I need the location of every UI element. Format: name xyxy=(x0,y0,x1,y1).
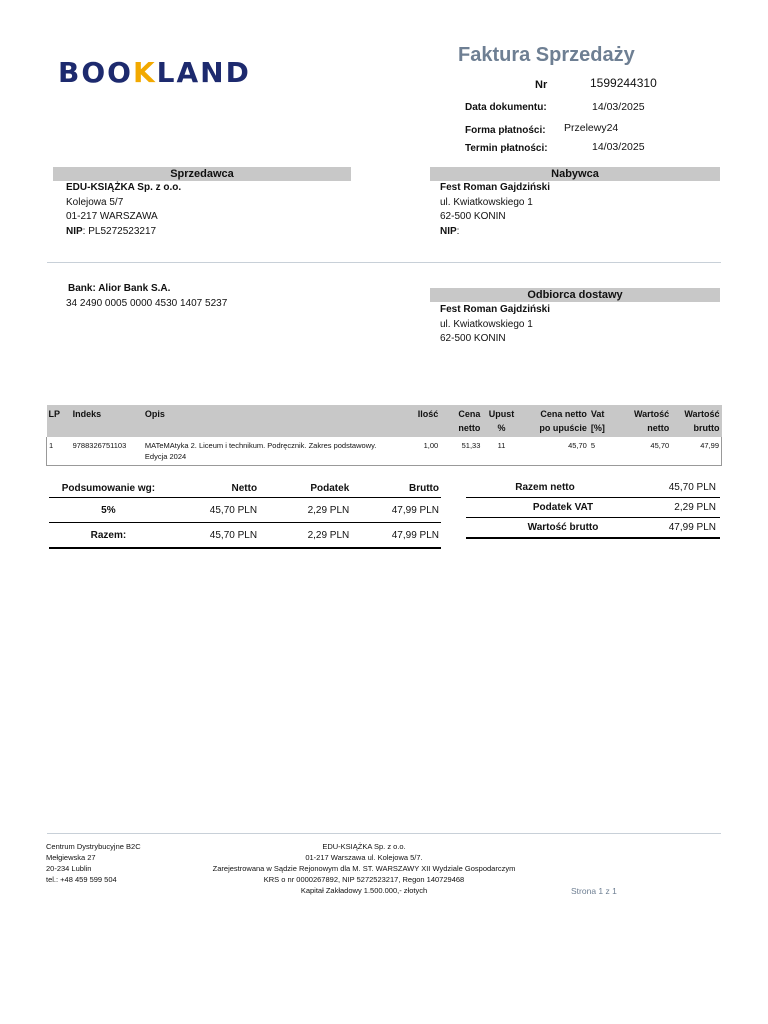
table-row xyxy=(47,437,722,466)
bookland-logo xyxy=(58,56,251,89)
col-description: Opis xyxy=(143,405,398,437)
col-gross-value xyxy=(671,405,721,437)
total-net-value: 45,70 PLN xyxy=(624,478,720,498)
bank-name: Bank: Alior Bank S.A. xyxy=(68,283,171,294)
summary-header-row xyxy=(49,480,441,498)
footer-address xyxy=(46,841,141,885)
recipient-header: Odbiorca dostawy xyxy=(430,288,720,302)
seller-header: Sprzedawca xyxy=(53,167,351,181)
col-discount-line1: Upust xyxy=(488,409,515,419)
seller-nip-value: : PL5272523217 xyxy=(82,225,157,237)
col-net-after-discount xyxy=(521,405,589,437)
summary-by-header: Podsumowanie wg: xyxy=(49,480,168,498)
totals-table xyxy=(466,478,720,539)
total-gross-value: 47,99 PLN xyxy=(624,518,720,539)
payment-method-label: Forma płatności: xyxy=(465,125,546,136)
row-net-price: 51,33 xyxy=(440,437,482,466)
due-date-label: Termin płatności: xyxy=(465,143,548,154)
footer-center-line: EDU-KSIĄŻKA Sp. z o.o. xyxy=(322,842,406,851)
table-row xyxy=(49,498,441,523)
seller-block xyxy=(66,181,181,239)
logo-text: BOO xyxy=(58,56,133,89)
footer-center-line: Zarejestrowana w Sądzie Rejonowym dla M. ST. WARSZAWY XII Wydziale Gospodarczym xyxy=(212,864,516,873)
recipient-block xyxy=(440,303,550,347)
col-quantity: Ilość xyxy=(398,405,440,437)
buyer-name: Fest Roman Gajdziński xyxy=(440,182,551,193)
table-row xyxy=(466,518,720,539)
col-vat-line2: [%] xyxy=(590,423,605,433)
seller-name: EDU-KSIĄŻKA Sp. z o.o. xyxy=(66,182,182,193)
summary-tax-header: Podatek xyxy=(259,480,351,498)
footer-left-line: tel.: +48 459 599 504 xyxy=(46,875,117,884)
summary-total-label: Razem: xyxy=(49,523,168,549)
row-net-after-discount: 45,70 xyxy=(521,437,589,466)
buyer-block xyxy=(440,181,550,239)
recipient-street: ul. Kwiatkowskiego 1 xyxy=(440,318,533,330)
page-number: Strona 1 z 1 xyxy=(571,886,617,896)
row-lp: 1 xyxy=(47,437,71,466)
vat-summary-table xyxy=(49,480,441,549)
total-vat-label: Podatek VAT xyxy=(466,498,624,518)
bank-block xyxy=(66,282,227,311)
col-net-price-line1: Cena xyxy=(458,409,481,419)
row-vat: 5 xyxy=(589,437,619,466)
seller-nip xyxy=(66,225,181,240)
footer-company-info xyxy=(180,841,548,896)
footer-divider xyxy=(47,833,721,834)
table-row xyxy=(49,523,441,549)
summary-gross-header: Brutto xyxy=(351,480,441,498)
col-vat-line1: Vat xyxy=(590,409,605,419)
logo-text-end: LAND xyxy=(156,56,251,89)
col-gross-value-line1: Wartość xyxy=(684,409,720,419)
summary-rate-tax: 2,29 PLN xyxy=(259,498,351,523)
due-date: 14/03/2025 xyxy=(592,141,645,153)
document-date-label: Data dokumentu: xyxy=(465,102,547,113)
buyer-street: ul. Kwiatkowskiego 1 xyxy=(440,196,533,208)
table-row xyxy=(466,498,720,518)
total-net-label: Razem netto xyxy=(466,478,624,498)
row-index: 9788326751103 xyxy=(71,437,143,466)
total-vat-value: 2,29 PLN xyxy=(624,498,720,518)
col-lp: LP xyxy=(47,405,71,437)
footer-left-line: Mełgiewska 27 xyxy=(46,853,96,862)
row-gross-value: 47,99 xyxy=(671,437,721,466)
logo-k: K xyxy=(132,56,157,89)
summary-net-header: Netto xyxy=(168,480,259,498)
col-net-after-line2: po upuście xyxy=(539,423,587,433)
row-description: MATeMAtyka 2. Liceum i technikum. Podręcznik. Zakres podstawowy. Edycja 2024 xyxy=(143,437,398,466)
seller-street: Kolejowa 5/7 xyxy=(66,196,124,208)
col-net-value-line2: netto xyxy=(647,423,670,433)
col-net-value xyxy=(619,405,671,437)
recipient-name: Fest Roman Gajdziński xyxy=(440,304,551,315)
invoice-title: Faktura Sprzedaży xyxy=(458,44,635,66)
divider xyxy=(47,262,721,263)
recipient-city: 62-500 KONIN xyxy=(440,333,506,344)
bank-account: 34 2490 0005 0000 4530 1407 5237 xyxy=(66,297,228,309)
summary-rate-net: 45,70 PLN xyxy=(168,498,259,523)
document-date: 14/03/2025 xyxy=(592,101,645,113)
col-net-price-line2: netto xyxy=(458,423,481,433)
buyer-city: 62-500 KONIN xyxy=(440,211,506,222)
col-index: Indeks xyxy=(71,405,143,437)
summary-total-gross: 47,99 PLN xyxy=(351,523,441,549)
footer-left-line: Centrum Dystrybucyjne B2C xyxy=(46,842,141,851)
col-gross-value-line2: brutto xyxy=(693,423,720,433)
invoice-number: 1599244310 xyxy=(590,76,657,90)
buyer-nip xyxy=(440,225,550,240)
items-table xyxy=(46,405,722,466)
footer-left-line: 20-234 Lublin xyxy=(46,864,92,873)
seller-nip-label: NIP xyxy=(66,225,83,237)
row-quantity: 1,00 xyxy=(398,437,440,466)
invoice-number-label: Nr xyxy=(535,79,548,91)
summary-rate-gross: 47,99 PLN xyxy=(351,498,441,523)
payment-method: Przelewy24 xyxy=(564,122,619,134)
row-discount: 11 xyxy=(482,437,520,466)
col-net-price xyxy=(440,405,482,437)
col-vat xyxy=(589,405,619,437)
buyer-nip-value: : xyxy=(456,225,460,237)
col-net-value-line1: Wartość xyxy=(634,409,670,419)
total-gross-label: Wartość brutto xyxy=(466,518,624,539)
seller-city: 01-217 WARSZAWA xyxy=(66,211,158,222)
col-discount xyxy=(482,405,520,437)
summary-rate: 5% xyxy=(49,498,168,523)
col-discount-line2: % xyxy=(497,423,506,433)
footer-center-line: 01-217 Warszawa ul. Kolejowa 5/7. xyxy=(305,853,423,862)
buyer-header: Nabywca xyxy=(430,167,720,181)
summary-total-net: 45,70 PLN xyxy=(168,523,259,549)
row-net-value: 45,70 xyxy=(619,437,671,466)
footer-center-line: Kapitał Zakładowy 1.500.000,- złotych xyxy=(300,886,428,895)
buyer-nip-label: NIP xyxy=(440,225,457,237)
summary-total-tax: 2,29 PLN xyxy=(259,523,351,549)
table-row xyxy=(466,478,720,498)
col-net-after-line1: Cena netto xyxy=(540,409,587,419)
items-header-row xyxy=(47,405,722,437)
footer-center-line: KRS o nr 0000267892, NIP 5272523217, Regon 140729468 xyxy=(263,875,465,884)
